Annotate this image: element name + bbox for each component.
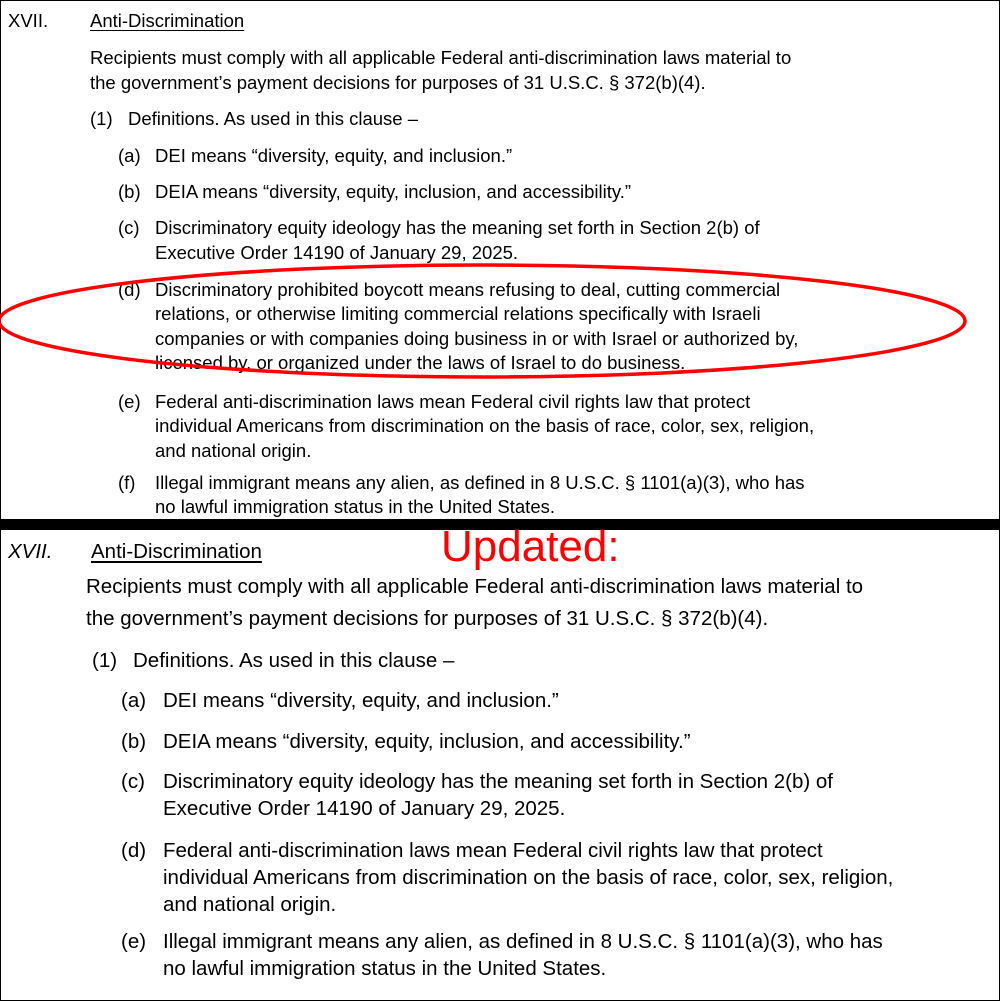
item-line: no lawful immigration status in the United States. [155,496,555,517]
item-line: Discriminatory prohibited boycott means refusing to deal, cutting commercial [155,279,781,300]
item-label: (a) [118,145,141,166]
item-line: individual Americans from discrimination on the basis of race, color, sex, religion, [163,866,894,889]
item-label: (e) [121,930,147,953]
section-number: XVII. [8,540,53,563]
item-line: individual Americans from discrimination on the basis of race, color, sex, religion, [155,415,815,436]
item-line: DEI means “diversity, equity, and inclusion.” [155,145,513,166]
definitions-heading: Definitions. As used in this clause – [133,649,455,672]
item-label: (b) [118,181,141,202]
intro-line: Recipients must comply with all applicable Federal anti-discrimination laws material to [90,47,792,68]
item-label: (c) [121,770,145,793]
item-line: Discriminatory equity ideology has the meaning set forth in Section 2(b) of [163,770,834,793]
item-label: (d) [121,839,147,862]
item-line: and national origin. [155,440,312,461]
item-line: Federal anti-discrimination laws mean Federal civil rights law that protect [155,391,751,412]
item-line: Executive Order 14190 of January 29, 2025. [155,242,519,263]
original-excerpt [2,2,998,519]
item-line: companies or with companies doing business in or with Israel or authorized by, [155,328,799,349]
item-line: and national origin. [163,893,337,916]
item-label: (e) [118,391,141,412]
item-line: Federal anti-discrimination laws mean Federal civil rights law that protect [163,839,823,862]
section-number: XVII. [8,10,49,31]
item-label: (f) [118,472,136,493]
item-line: Illegal immigrant means any alien, as defined in 8 U.S.C. § 1101(a)(3), who has [155,472,805,493]
definitions-number: (1) [90,108,113,129]
item-line: Executive Order 14190 of January 29, 2025. [163,797,566,820]
item-label: (c) [118,217,140,238]
item-line: DEIA means “diversity, equity, inclusion, and accessibility.” [155,181,632,202]
item-line: relations, or otherwise limiting commercial relations specifically with Israeli [155,303,761,324]
intro-line: the government’s payment decisions for purposes of 31 U.S.C. § 372(b)(4). [90,72,706,93]
updated-label: Updated: [441,522,620,571]
item-label: (d) [118,279,141,300]
item-line: licensed by, or organized under the laws of Israel to do business. [155,352,686,373]
intro-line: Recipients must comply with all applicable Federal anti-discrimination laws material to [86,575,864,598]
item-line: Discriminatory equity ideology has the meaning set forth in Section 2(b) of [155,217,760,238]
item-line: DEI means “diversity, equity, and inclusion.” [163,689,559,712]
item-line: DEIA means “diversity, equity, inclusion, and accessibility.” [163,730,691,753]
item-label: (b) [121,730,147,753]
updated-excerpt [2,530,998,1000]
section-title: Anti-Discrimination [90,10,245,31]
intro-line: the government’s payment decisions for purposes of 31 U.S.C. § 372(b)(4). [86,607,769,630]
section-title: Anti-Discrimination [91,540,262,563]
item-label: (a) [121,689,147,712]
item-line: no lawful immigration status in the United States. [163,957,607,980]
definitions-number: (1) [92,649,118,672]
definitions-heading: Definitions. As used in this clause – [128,108,418,129]
item-line: Illegal immigrant means any alien, as defined in 8 U.S.C. § 1101(a)(3), who has [163,930,883,953]
